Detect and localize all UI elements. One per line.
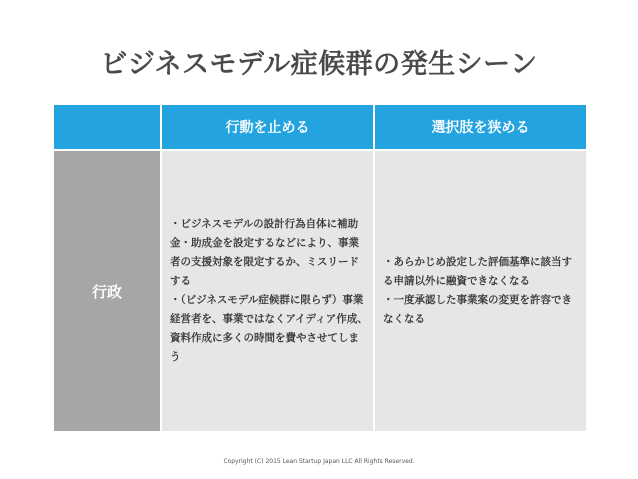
table-row	[53, 150, 587, 432]
copyright-footer: Copyright (C) 2015 Lean Startup Japan LLC All Rights Reserved.	[223, 458, 415, 465]
cell-stop-action	[161, 150, 374, 432]
cell-narrow-options	[374, 150, 587, 432]
column-header-narrow-options: 選択肢を狭める	[374, 104, 587, 150]
bullet-item: ・あらかじめ設定した評価基準に該当する申請以外に融資できなくなる	[383, 256, 572, 287]
header-row	[53, 104, 587, 150]
bullet-item: ・一度承認した事業案の変更を許容できなくなる	[383, 294, 572, 325]
corner-cell	[53, 104, 161, 150]
scene-matrix	[52, 103, 588, 433]
slide-title: ビジネスモデル症候群の発生シーン	[100, 49, 538, 80]
bullet-item: ・（ビジネスモデル症候群に限らず）事業経営者を、事業ではなくアイディア作成、資料作成に多くの時間を費やさせてしまう	[170, 294, 368, 363]
bullet-item: ・ビジネスモデルの設計行為自体に補助金・助成金を設定するなどにより、事業者の支援対象を限定するか、ミスリードする	[170, 218, 359, 287]
row-header-government: 行政	[53, 150, 161, 432]
column-header-stop-action: 行動を止める	[161, 104, 374, 150]
